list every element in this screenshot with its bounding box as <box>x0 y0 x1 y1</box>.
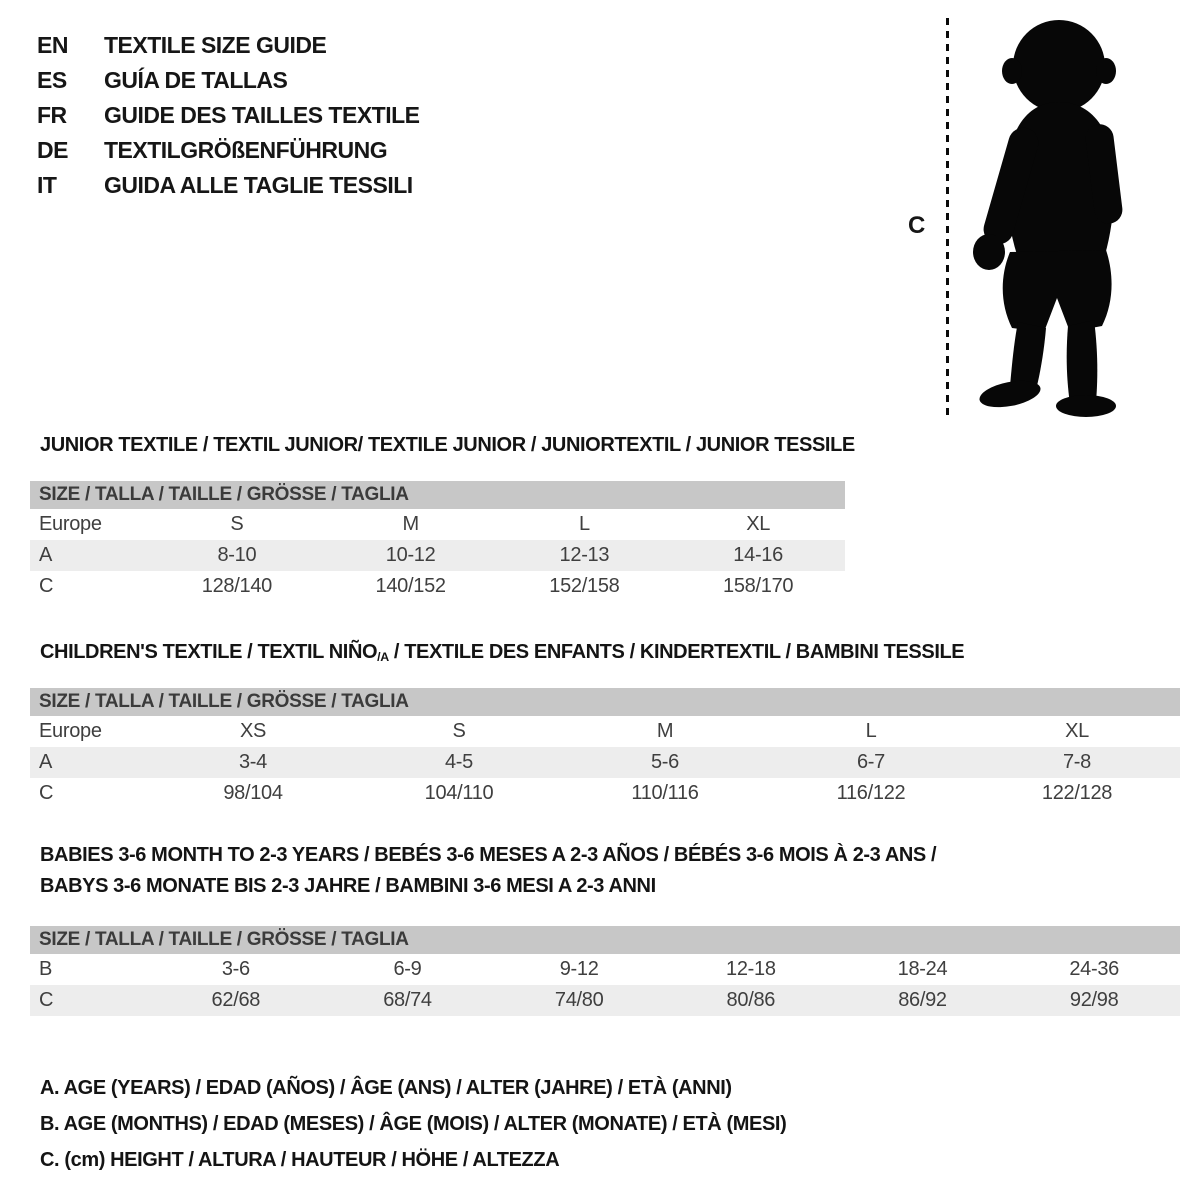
table-cell: 10-12 <box>385 544 436 566</box>
table-cell: 74/80 <box>554 989 604 1011</box>
table-cell: 4-5 <box>444 751 473 773</box>
table-cell: 122/128 <box>1041 782 1113 804</box>
table-cell: 9-12 <box>559 958 599 980</box>
legend-line-c: C. (cm) HEIGHT / ALTURA / HAUTEUR / HÖHE / ALTEZZA <box>40 1149 560 1171</box>
language-title: TEXTILGRÖßENFÜHRUNG <box>104 137 388 163</box>
legend-line-a: A. AGE (YEARS) / EDAD (AÑOS) / ÂGE (ANS) / ALTER (JAHRE) / ETÀ (ANNI) <box>40 1077 732 1099</box>
children-size-table <box>30 688 1180 809</box>
table-cell: 68/74 <box>383 989 432 1011</box>
table-cell: 86/92 <box>898 989 947 1011</box>
legend-line-b: B. AGE (MONTHS) / EDAD (MESES) / ÂGE (MOIS) / ALTER (MONATE) / ETÀ (MESI) <box>40 1113 787 1135</box>
table-cell: S <box>230 513 244 535</box>
language-row-it <box>37 168 420 203</box>
toddler-silhouette-svg <box>962 14 1144 418</box>
table-cell: 5-6 <box>650 751 679 773</box>
table-row-age <box>30 747 1180 778</box>
table-cell: 3-4 <box>238 751 267 773</box>
row-label: A <box>39 544 53 566</box>
children-title-sub: /A <box>377 650 389 664</box>
table-cell: 62/68 <box>211 989 261 1011</box>
table-cell: 12-18 <box>726 958 776 980</box>
language-row-fr <box>37 98 420 133</box>
children-title-post: / TEXTILE DES ENFANTS / KINDERTEXTIL / BAMBINI TESSILE <box>388 641 965 663</box>
table-cell: XL <box>1065 720 1089 742</box>
size-header-bar: SIZE / TALLA / TAILLE / GRÖSSE / TAGLIA <box>30 926 1180 954</box>
junior-size-table <box>30 481 845 602</box>
table-row-age <box>30 540 845 571</box>
row-label: Europe <box>39 513 102 535</box>
table-row-europe <box>30 509 845 540</box>
language-title: GUIDE DES TAILLES TEXTILE <box>104 102 420 128</box>
table-cell: 98/104 <box>223 782 283 804</box>
table-row-months <box>30 954 1180 985</box>
height-measure-label: C <box>908 212 926 239</box>
language-title: GUIDA ALLE TAGLIE TESSILI <box>104 172 413 198</box>
babies-size-table <box>30 926 1180 1016</box>
children-title-pre: CHILDREN'S TEXTILE / TEXTIL NIÑO <box>40 641 378 663</box>
table-row-height <box>30 778 1180 809</box>
babies-section-title-line1: BABIES 3-6 MONTH TO 2-3 YEARS / BEBÉS 3-6 MESES A 2-3 AÑOS / BÉBÉS 3-6 MOIS À 2-3 ANS / <box>40 844 937 866</box>
height-measure-dashed-line <box>946 18 949 416</box>
table-cell: XL <box>746 513 771 535</box>
table-cell: 6-9 <box>393 958 422 980</box>
language-row-es <box>37 63 420 98</box>
babies-section-title-line2: BABYS 3-6 MONATE BIS 2-3 JAHRE / BAMBINI 3-6 MESI A 2-3 ANNI <box>40 875 656 897</box>
table-row-height <box>30 985 1180 1016</box>
table-cell: 140/152 <box>375 575 446 597</box>
size-header-bar: SIZE / TALLA / TAILLE / GRÖSSE / TAGLIA <box>30 481 845 509</box>
table-cell: 152/158 <box>549 575 620 597</box>
table-cell: 7-8 <box>1062 751 1091 773</box>
language-code: DE <box>37 137 68 163</box>
table-cell: 104/110 <box>424 782 494 804</box>
table-cell: L <box>578 513 590 535</box>
children-section-title <box>40 641 964 664</box>
language-row-de <box>37 133 420 168</box>
table-cell: 110/116 <box>631 782 699 804</box>
row-label: Europe <box>39 720 102 742</box>
table-cell: M <box>656 720 674 742</box>
table-cell: 18-24 <box>897 958 948 980</box>
table-cell: 92/98 <box>1069 989 1119 1011</box>
table-cell: 116/122 <box>836 782 906 804</box>
size-header-bar: SIZE / TALLA / TAILLE / GRÖSSE / TAGLIA <box>30 688 1180 716</box>
language-title-list <box>37 28 420 203</box>
table-cell: 158/170 <box>723 575 794 597</box>
table-cell: S <box>452 720 466 742</box>
language-code: ES <box>37 67 67 93</box>
toddler-silhouette-image <box>962 14 1144 418</box>
table-cell: 80/86 <box>726 989 776 1011</box>
language-row-en <box>37 28 420 63</box>
table-cell: 14-16 <box>733 544 783 566</box>
language-title: GUÍA DE TALLAS <box>104 67 288 93</box>
language-code: IT <box>37 172 57 198</box>
table-cell: 8-10 <box>217 544 257 566</box>
table-row-europe <box>30 716 1180 747</box>
row-label: B <box>39 958 53 980</box>
table-row-height <box>30 571 845 602</box>
table-cell: 6-7 <box>856 751 885 773</box>
measurement-legend <box>40 1070 786 1178</box>
table-cell: 3-6 <box>221 958 250 980</box>
table-cell: L <box>865 720 877 742</box>
junior-section-title: JUNIOR TEXTILE / TEXTIL JUNIOR/ TEXTILE JUNIOR / JUNIORTEXTIL / JUNIOR TESSILE <box>40 434 855 456</box>
row-label: C <box>39 575 54 597</box>
table-cell: 128/140 <box>201 575 272 597</box>
language-title: TEXTILE SIZE GUIDE <box>104 32 327 58</box>
table-cell: XS <box>239 720 267 742</box>
row-label: C <box>39 782 54 804</box>
language-code: FR <box>37 102 67 128</box>
table-cell: 12-13 <box>559 544 610 566</box>
table-cell: M <box>402 513 419 535</box>
row-label: A <box>39 751 53 773</box>
language-code: EN <box>37 32 68 58</box>
row-label: C <box>39 989 54 1011</box>
table-cell: 24-36 <box>1069 958 1119 980</box>
